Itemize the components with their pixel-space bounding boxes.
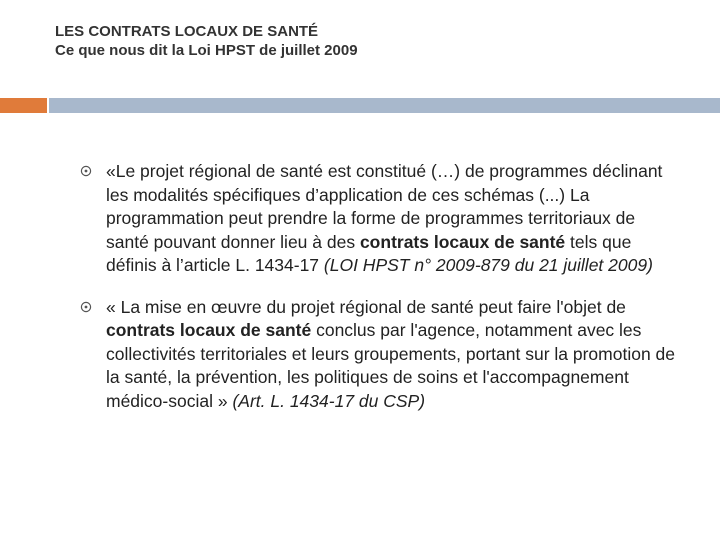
circle-dotted-bullet-icon — [80, 301, 92, 313]
accent-bar-orange — [0, 98, 47, 113]
accent-bar-blue — [49, 98, 720, 113]
bullet-2-text: « La mise en œuvre du projet régional de santé peut faire l'objet de — [106, 296, 626, 317]
bullet-1-text: «Le projet régional de santé est constitué (…) de programmes déclinant les modalités spécifiques d’application de ces schémas (...) La programmation peut prendre la forme de programmes territoriaux de santé pouvant donner lieu à des — [106, 161, 663, 252]
bullet-1-text-continued: tels que définis à l’article L. 1434‑17 — [106, 231, 632, 275]
bullet-2-text-continued: conclus par l'agence, notamment avec les collectivités territoriales et leurs groupements, portant sur la promotion de la santé, la prévention, les politiques de soins et l'accompagnement médico-social » — [106, 320, 676, 411]
title-line-subtitle: Ce que nous dit la Loi HPST de juillet 2009 — [55, 42, 358, 59]
bullet-item-1 — [80, 160, 680, 278]
title-line-main: LES CONTRATS LOCAUX DE SANTÉ — [55, 23, 319, 40]
bullet-item-2 — [80, 296, 680, 414]
slide-title — [55, 22, 675, 60]
bullet-1-citation: (LOI HPST n° 2009-879 du 21 juillet 2009) — [323, 255, 653, 275]
bullet-list — [80, 160, 680, 413]
bullet-2-citation: (Art. L. 1434-17 du CSP) — [232, 390, 426, 411]
bullet-2-bold-term: contrats locaux de santé — [106, 320, 312, 340]
circle-dotted-bullet-icon — [80, 165, 92, 177]
bullet-1-bold-term: contrats locaux de santé — [359, 231, 566, 252]
